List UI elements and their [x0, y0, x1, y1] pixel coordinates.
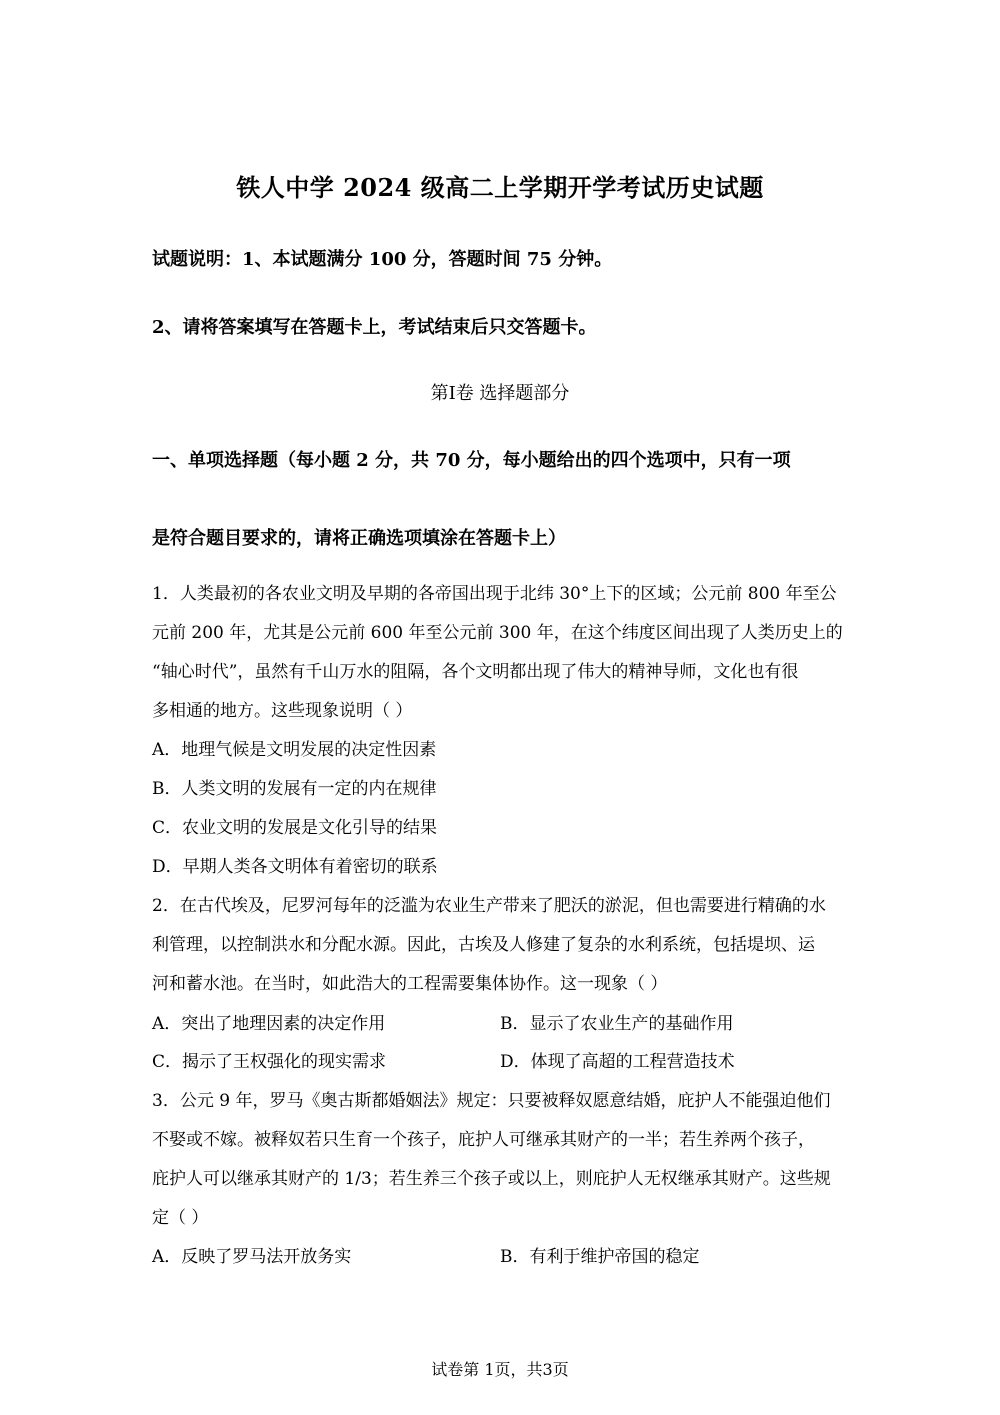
volume-heading: 第Ⅰ卷 选择题部分 — [430, 383, 570, 404]
section-heading-line-2: 是符合题目要求的，请将正确选项填涂在答题卡上） — [152, 528, 566, 549]
question-3-stem-line-2: 不娶或不嫁。被释奴若只生育一个孩子，庇护人可继承其财产的一半；若生养两个孩子， — [152, 1130, 815, 1150]
instructions-line-2: 2、请将答案填写在答题卡上，考试结束后只交答题卡。 — [152, 317, 597, 338]
question-1-option-a: A．地理气候是文明发展的决定性因素 — [152, 740, 437, 760]
question-2-stem-line-2: 利管理，以控制洪水和分配水源。因此，古埃及人修建了复杂的水利系统，包括堤坝、运 — [152, 935, 815, 955]
page-footer: 试卷第 1页，共3页 — [431, 1360, 569, 1379]
exam-title: 铁人中学 2024 级高二上学期开学考试历史试题 — [236, 173, 764, 202]
question-3-stem-line-3: 庇护人可以继承其财产的 1/3；若生养三个孩子或以上，则庇护人无权继承其财产。这些规 — [152, 1169, 831, 1189]
question-3-option-b: B．有利于维护帝国的稳定 — [500, 1247, 700, 1267]
question-3-stem-line-1: 3．公元 9 年，罗马《奥古斯都婚姻法》规定：只要被释奴愿意结婚，庇护人不能强迫他们 — [152, 1091, 831, 1111]
question-2-stem-line-3: 河和蓄水池。在当时，如此浩大的工程需要集体协作。这一现象（ ） — [152, 974, 668, 994]
question-2-stem-line-1: 2．在古代埃及，尼罗河每年的泛滥为农业生产带来了肥沃的淤泥，但也需要进行精确的水 — [152, 896, 826, 916]
question-1-stem-line-2: 元前 200 年，尤其是公元前 600 年至公元前 300 年，在这个纬度区间出现了人类历史上的 — [152, 623, 843, 643]
section-heading-line-1: 一、单项选择题（每小题 2 分，共 70 分，每小题给出的四个选项中，只有一项 — [152, 450, 791, 471]
instructions-line-1: 试题说明：1、本试题满分 100 分，答题时间 75 分钟。 — [152, 249, 613, 270]
question-3-option-a: A．反映了罗马法开放务实 — [152, 1247, 352, 1267]
question-1-stem-line-3: “轴心时代”，虽然有千山万水的阻隔，各个文明都出现了伟大的精神导师，文化也有很 — [152, 662, 799, 682]
question-2-option-d: D．体现了高超的工程营造技术 — [500, 1052, 735, 1072]
question-1-option-d: D．早期人类各文明体有着密切的联系 — [152, 857, 438, 877]
question-2-option-b: B．显示了农业生产的基础作用 — [500, 1014, 734, 1034]
question-1-option-c: C．农业文明的发展是文化引导的结果 — [152, 818, 438, 838]
question-3-stem-line-4: 定（ ） — [152, 1208, 209, 1228]
question-2-option-a: A．突出了地理因素的决定作用 — [152, 1014, 386, 1034]
question-2-option-c: C．揭示了王权强化的现实需求 — [152, 1052, 387, 1072]
question-1-stem-line-4: 多相通的地方。这些现象说明（ ） — [152, 701, 413, 721]
question-1-stem-line-1: 1．人类最初的各农业文明及早期的各帝国出现于北纬 30°上下的区域；公元前 800 年至公 — [152, 584, 837, 604]
question-1-option-b: B．人类文明的发展有一定的内在规律 — [152, 779, 437, 799]
